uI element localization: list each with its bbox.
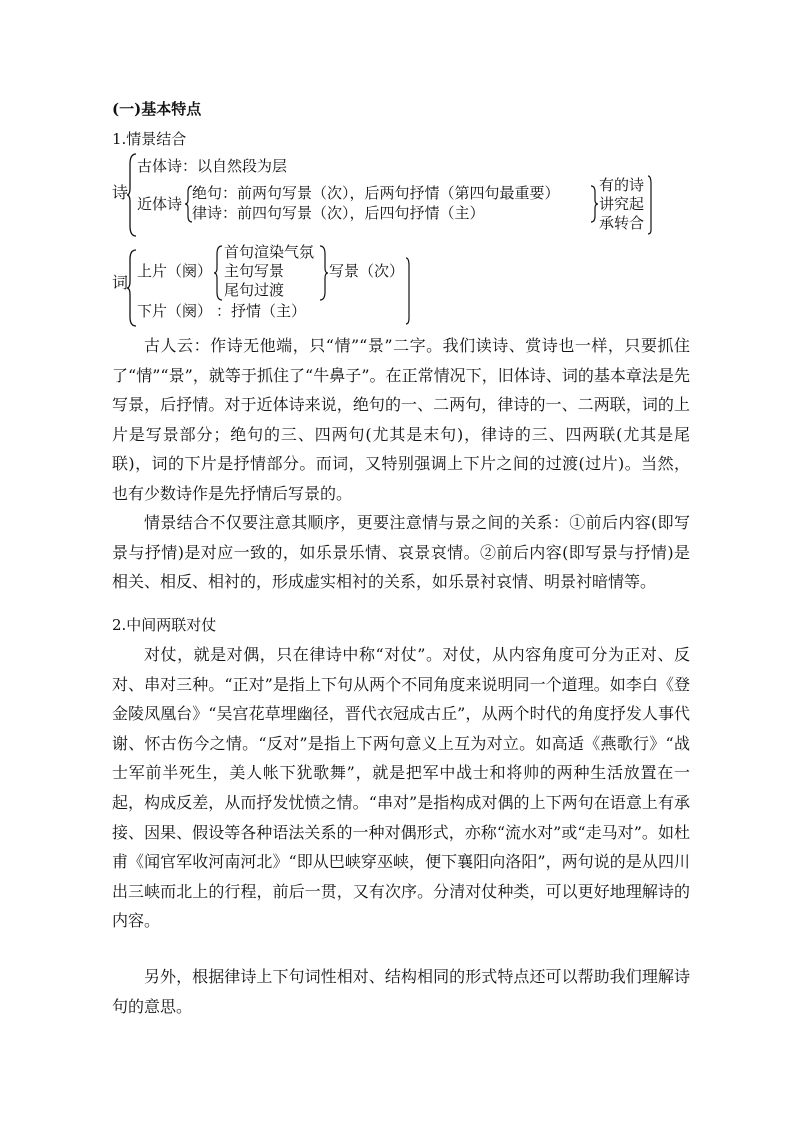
shangpian-label: 上片（阕）: [137, 262, 213, 280]
note-line-1: 有的诗: [599, 176, 645, 194]
paragraph-qingjing-intro: 古人云：作诗无他端，只“情”“景”二字。我们读诗、赏诗也一样，只要抓住了“情”“景”，就等于抓住了“牛鼻子”。在正常情况下，旧体诗、词的基本章法是先写景，后抒情。对于近体诗来说，绝句的一、二两句，律诗的一、二两联，词的上片是写景部分；绝句的三、四两句(尤其是末句)，律诗的三、四两联(尤其是尾联)，词的下片是抒情部分。而词，又特别强调上下片之间的过渡(过片)。当然，也有少数诗作是先抒情后写景的。: [112, 336, 690, 503]
item2-title: 2.中间两联对仗: [112, 616, 217, 634]
xiejing-label: 写景（次）: [329, 262, 405, 280]
paragraph-lingwai: 另外，根据律诗上下句词性相对、结构相同的形式特点还可以帮助我们理解诗句的意思。: [112, 967, 690, 1016]
ci-root-label: 词: [112, 273, 129, 292]
note-line-2: 讲究起: [599, 195, 645, 213]
ci-sub-line-3: 尾句过渡: [224, 281, 285, 299]
paragraph-duizhang: 对仗，就是对偶，只在律诗中称“对仗”。对仗，从内容角度可分为正对、反对、串对三种。“正对”是指上下句从两个不同角度来说明同一个道理。如李白《登金陵凤凰台》“吴宫花草埋幽径，晋代衣冠成古丘”，从两个时代的角度抒发人事代谢、怀古伤今之情。“反对”是指上下两句意义上互为对立。如高适《燕歌行》“战士军前半死生，美人帐下犹歌舞”，就是把军中战士和将帅的两种生活放置在一起，构成反差，从而抒发忧愤之情。“串对”是指构成对偶的上下两句在语意上有承接、因果、假设等各种语法关系的一种对偶形式，亦称“流水对”或“走马对”。如杜甫《闻官军收河南河北》“即从巴峡穿巫峡，便下襄阳向洛阳”，两句说的是从四川出三峡而北上的行程，前后一贯，又有次序。分清对仗种类，可以更好地理解诗的内容。: [112, 645, 690, 931]
xiapian-rest: ：抒情（主）: [216, 302, 307, 320]
lvshi-line: 律诗：前四句写景（次），后四句抒情（主）: [192, 204, 485, 222]
ci-sub-line-2: 主句写景: [224, 262, 285, 280]
note-line-3: 承转合: [599, 214, 645, 232]
gutishi-line: 古体诗：以自然段为层: [137, 157, 288, 175]
item1-title: 1.情景结合: [112, 130, 187, 148]
poem-root-label: 诗: [112, 183, 129, 202]
ci-right-line: [403, 256, 411, 326]
xiapian-label: 下片（阕）: [137, 302, 213, 320]
ci-sub-line-1: 首句渲染气氛: [224, 243, 315, 261]
xiejing-brace: [317, 244, 329, 302]
right-brace-large: [646, 174, 654, 236]
jueju-line: 绝句：前两句写景（次），后两句抒情（第四句最重要）: [192, 184, 560, 202]
section-title: (一)基本特点: [112, 100, 202, 118]
right-brace-small: [589, 184, 599, 224]
paragraph-qingjing-relation: 情景结合不仅要注意其顺序，更要注意情与景之间的关系：①前后内容(即写景与抒情)是对应一致的，如乐景乐情、哀景哀情。②前后内容(即写景与抒情)是相关、相反、相衬的，形成虚实相衬的关系，如乐景衬哀情、明景衬暗情等。: [112, 513, 690, 592]
jintishi-label: 近体诗: [137, 195, 183, 213]
